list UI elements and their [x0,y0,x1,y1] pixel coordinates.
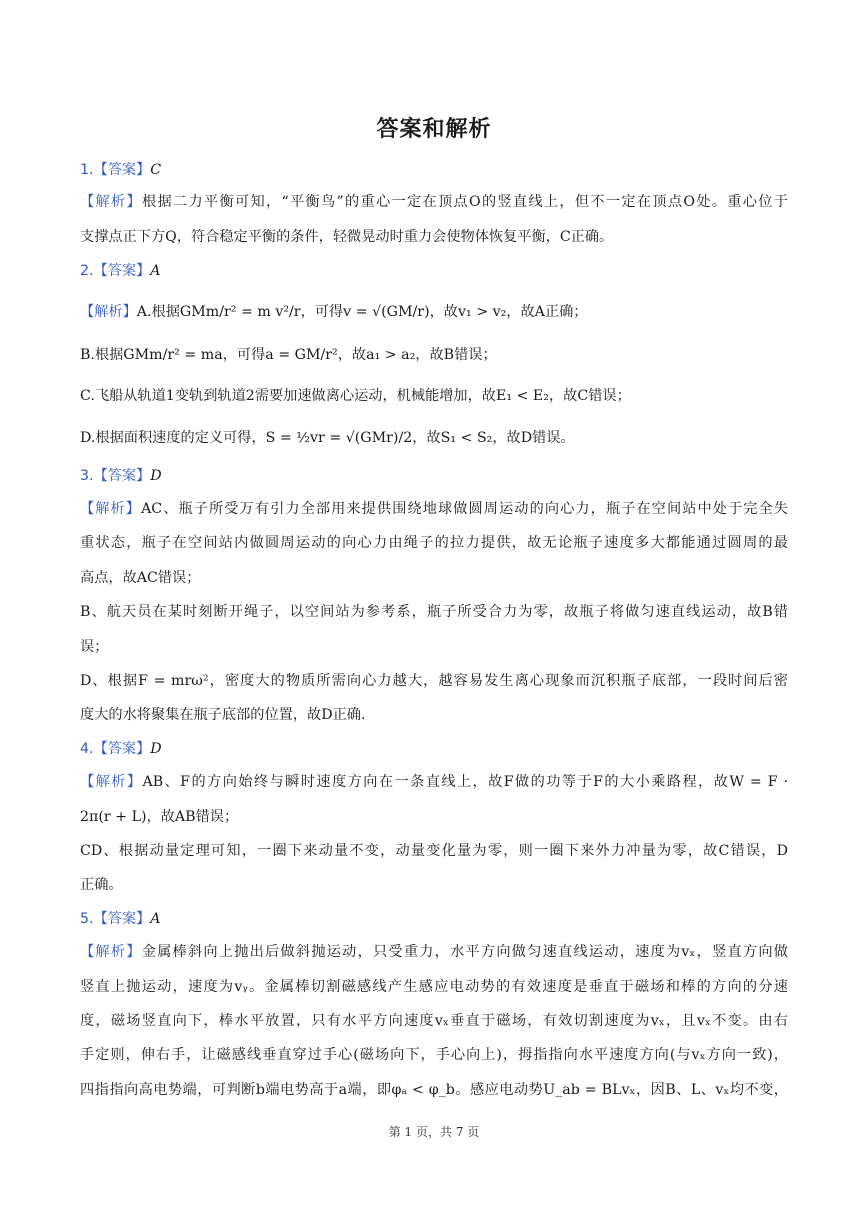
line-text: B、航天员在某时刻断开绳子，以空间站为参考系，瓶子所受合力为零，故瓶子将做匀速直线运动，故B错 [80,604,788,620]
answer-choice: C [150,162,162,178]
answer-line [80,909,788,929]
page-footer: 第 1 页，共 7 页 [388,1125,480,1139]
line-text: B.根据GMm/r² = ma，可得a = GM/r²，故a₁ > a₂，故B错误； [80,347,497,363]
text-line [80,875,788,895]
text-line [80,533,788,553]
answer-line [80,466,788,486]
text-line [80,602,788,622]
line-text: 误； [80,639,109,655]
line-text: 2π(r + L)，故AB错误； [80,809,239,825]
text-line [80,386,788,406]
text-line [80,1011,788,1031]
line-text: D.根据面积速度的定义可得，S = ½vr = √(GMr)/2，故S₁ < S₂，故D错误。 [80,430,575,446]
analysis-label: 【解析】 [80,304,137,320]
analysis-label: 【解析】 [80,774,143,790]
line-text: D、根据F = mrω²，密度大的物质所需向心力越大，越容易发生离心现象而沉积瓶子底部，一段时间后密 [80,673,788,689]
text-line [80,568,788,588]
analysis-label: 【解析】 [80,944,142,960]
line-text: 支撑点正下方Q，符合稳定平衡的条件，轻微晃动时重力会使物体恢复平衡，C正确。 [80,229,614,245]
line-text: 度大的水将聚集在瓶子底部的位置，故D正确. [80,707,366,723]
analysis-label: 【解析】 [80,501,142,517]
text-line [80,841,788,861]
line-text: 正确。 [80,877,123,893]
analysis-line [80,772,788,792]
text-line [80,977,788,997]
answer-line [80,160,788,180]
line-text: AC、瓶子所受万有引力全部用来提供围绕地球做圆周运动的向心力，瓶子在空间站中处于完全失 [141,501,788,517]
answer-label: 5.【答案】 [80,911,151,927]
line-text: 四指指向高电势端，可判断b端电势高于a端，即φₐ < φ_b。感应电动势U_ab = BLvₓ，因B、L、vₓ均不变， [80,1082,788,1098]
text-line [80,671,788,691]
answer-choice: A [150,911,161,927]
answer-label: 2.【答案】 [80,263,151,279]
answer-line [80,261,788,281]
text-line [80,428,788,448]
text-line [80,705,788,725]
analysis-line [80,499,788,519]
text-line [80,345,788,365]
line-text: 金属棒斜向上抛出后做斜抛运动，只受重力，水平方向做匀速直线运动，速度为vₓ，竖直方向做 [141,944,788,960]
line-text: 竖直上抛运动，速度为vᵧ。金属棒切割磁感线产生感应电动势的有效速度是垂直于磁场和棒的方向的分速 [80,979,788,995]
analysis-line [80,192,788,212]
answer-label: 1.【答案】 [80,162,151,178]
analysis-label: 【解析】 [80,194,142,210]
answer-label: 4.【答案】 [80,741,151,757]
line-text: 根据二力平衡可知，“平衡鸟”的重心一定在顶点O的竖直线上，但不一定在顶点O处。重心位于 [141,194,788,210]
answer-choice: D [150,741,162,757]
answer-choice: D [150,468,162,484]
answer-label: 3.【答案】 [80,468,151,484]
line-text: 手定则，伸右手，让磁感线垂直穿过手心(磁场向下，手心向上)，拇指指向水平速度方向(与vₓ方向一致)， [80,1047,788,1063]
line-text: 高点，故AC错误； [80,570,201,586]
text-line [80,807,788,827]
page-title: 答案和解析 [376,117,492,142]
answer-line [80,739,788,759]
line-text: C.飞船从轨道1变轨到轨道2需要加速做离心运动，机械能增加，故E₁ < E₂，故C错误； [80,388,631,404]
answer-choice: A [150,263,161,279]
text-line [80,227,788,247]
line-text: 重状态，瓶子在空间站内做圆周运动的向心力由绳子的拉力提供，故无论瓶子速度多大都能通过圆周的最 [80,535,788,551]
line-text: CD、根据动量定理可知，一圈下来动量不变，动量变化量为零，则一圈下来外力冲量为零，故C错误，D [80,843,788,859]
analysis-line [80,942,788,962]
line-text: AB、F的方向始终与瞬时速度方向在一条直线上，故F做的功等于F的大小乘路程，故W = F · [142,774,788,790]
text-line [80,1045,788,1065]
text-line [80,1080,788,1100]
text-line [80,637,788,657]
line-text: A.根据GMm/r² = m v²/r，可得v = √(GM/r)，故v₁ > v₂，故A正确； [136,304,588,320]
line-text: 度，磁场竖直向下，棒水平放置，只有水平方向速度vₓ垂直于磁场，有效切割速度为vₓ，且vₓ不变。由右 [80,1013,788,1029]
analysis-line [80,302,788,322]
